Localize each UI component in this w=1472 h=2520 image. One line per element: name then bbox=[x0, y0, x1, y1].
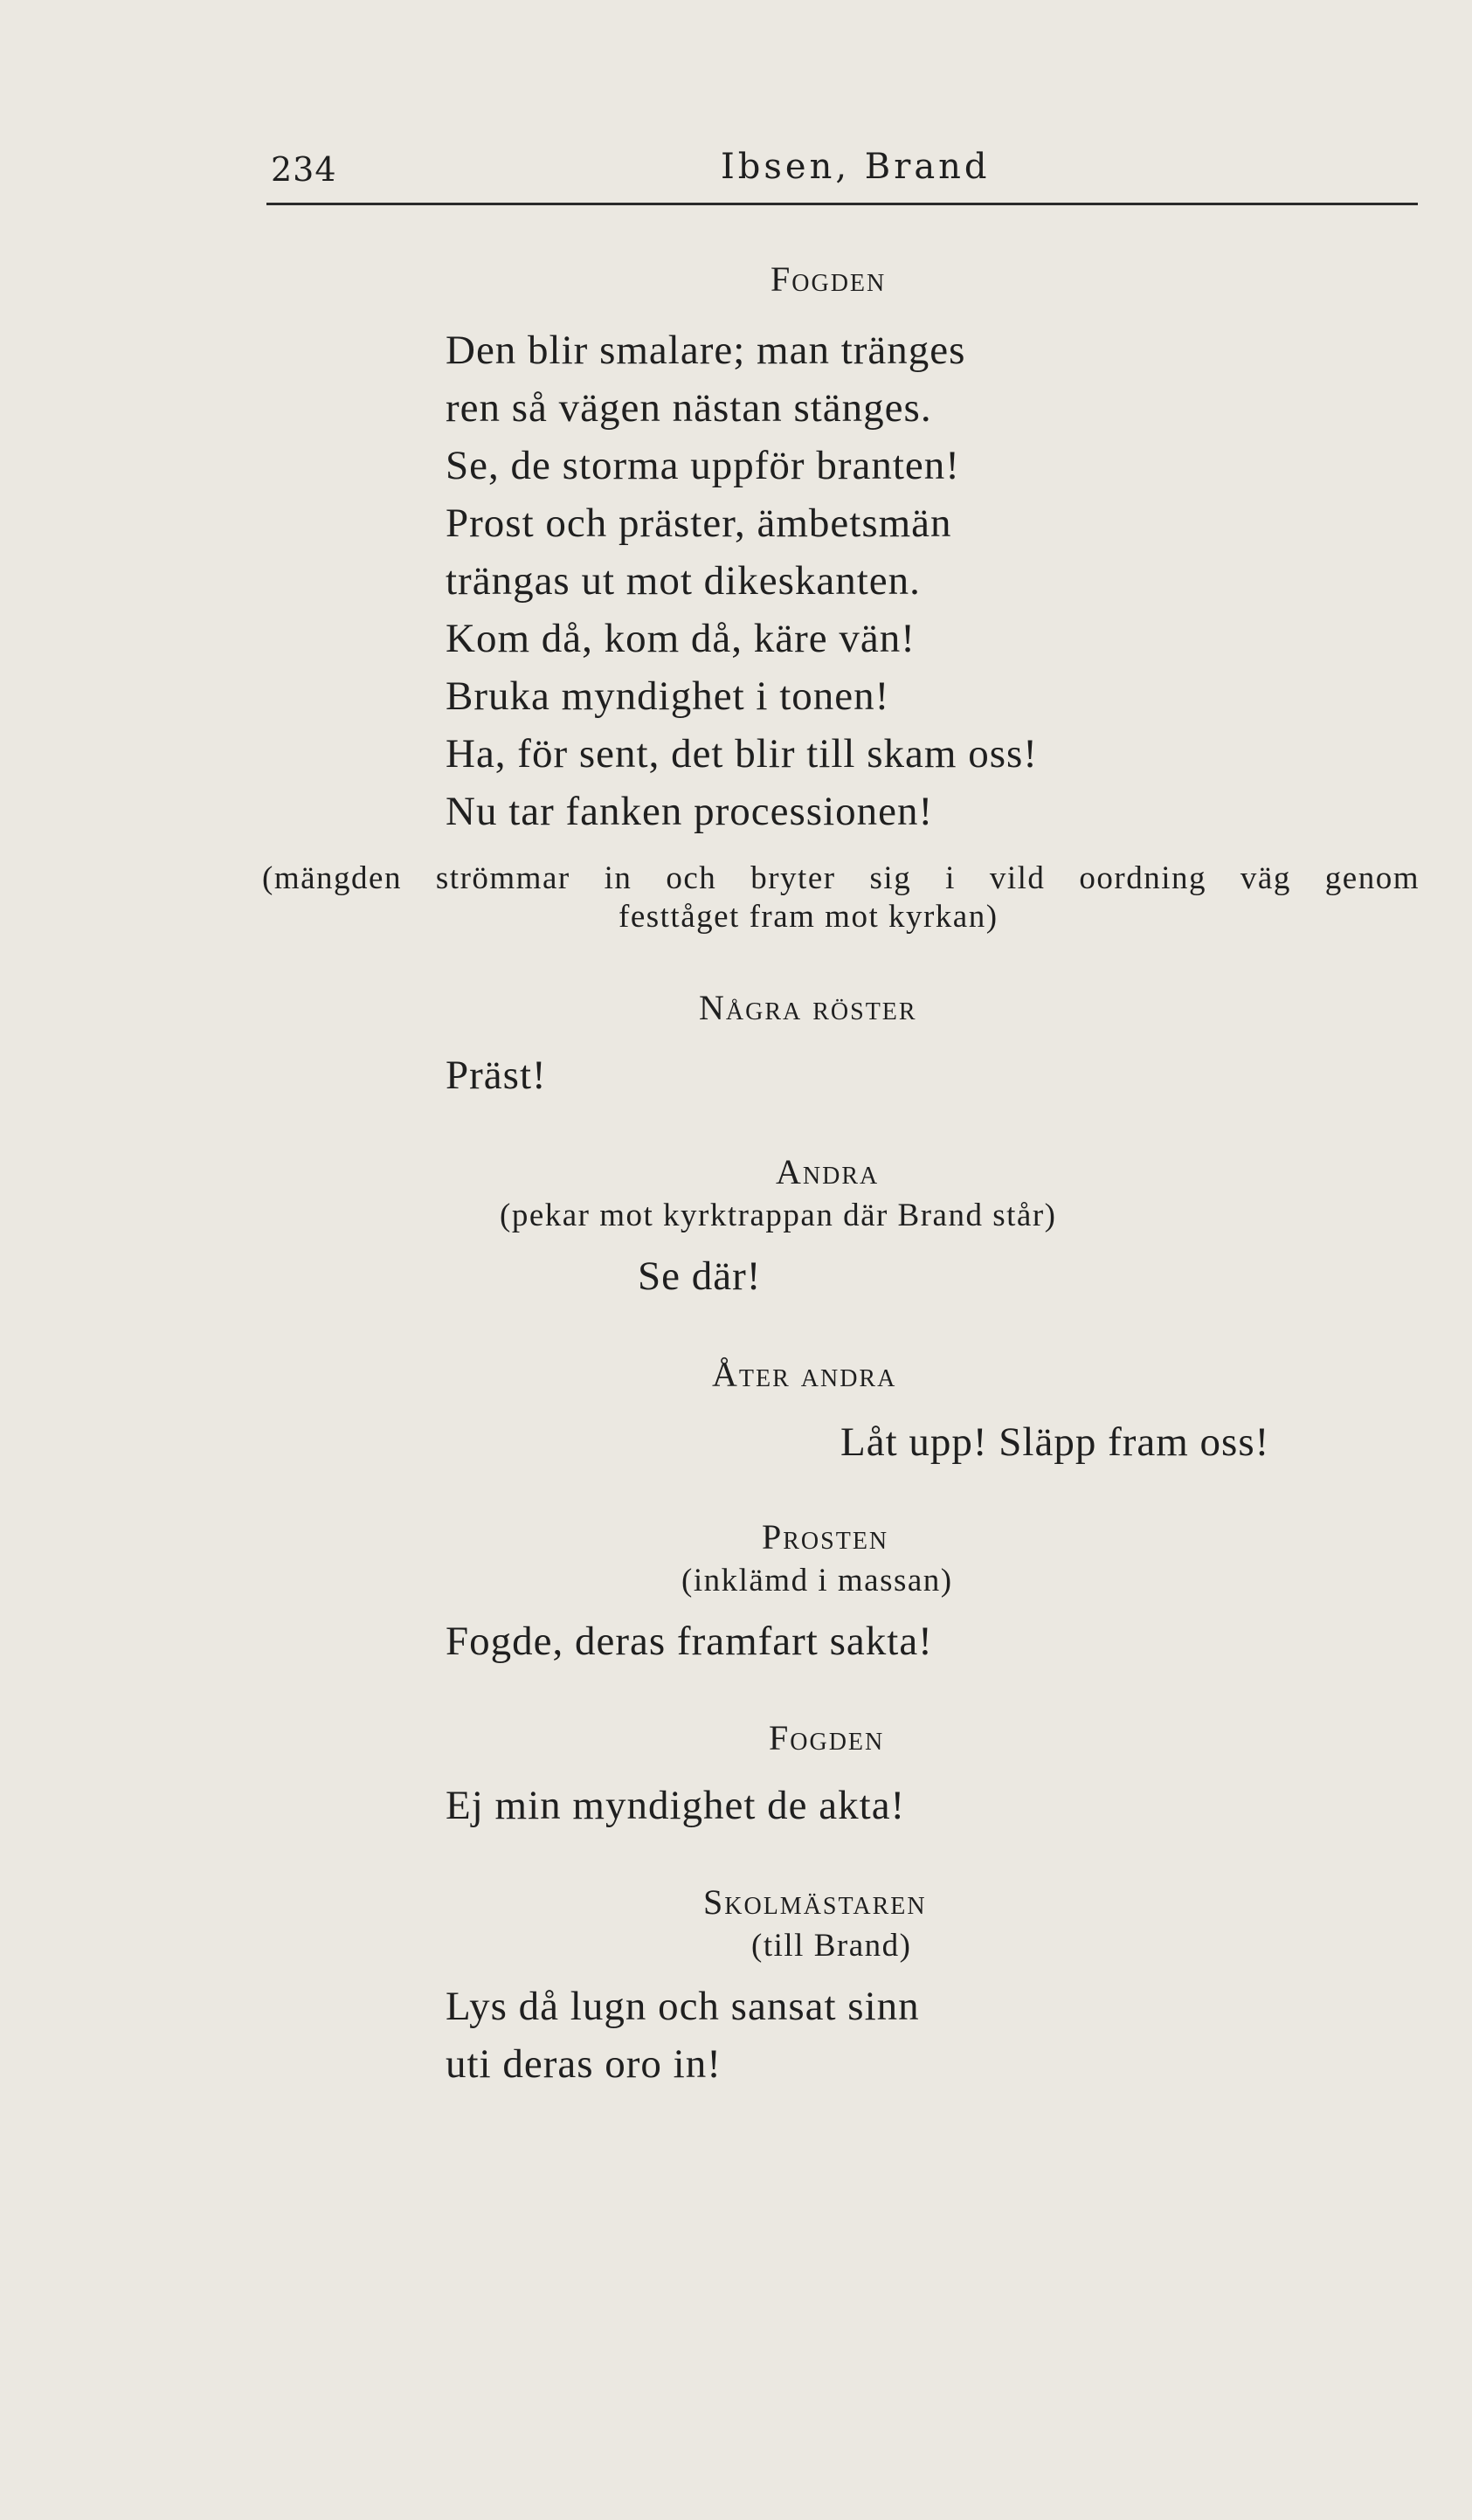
running-title: Ibsen, Brand bbox=[721, 147, 991, 187]
speaker-nagra-roster: Några röster bbox=[699, 988, 917, 1027]
verse-line: Lys då lugn och sansat sinn bbox=[446, 1984, 920, 2029]
verse-line: uti deras oro in! bbox=[446, 2041, 722, 2087]
header-rule bbox=[266, 203, 1418, 205]
stage-direction: festtåget fram mot kyrkan) bbox=[619, 899, 999, 935]
speaker-fogden: Fogden bbox=[769, 1718, 885, 1757]
verse-line: ren så vägen nästan stänges. bbox=[446, 385, 932, 431]
verse-line: Ej min myndighet de akta! bbox=[446, 1783, 906, 1828]
verse-line: Fogde, deras framfart sakta! bbox=[446, 1619, 933, 1664]
verse-line: Nu tar fanken processionen! bbox=[446, 789, 934, 834]
speaker-skolmastaren: Skolmästaren bbox=[703, 1882, 927, 1922]
page-number: 234 bbox=[271, 150, 337, 189]
verse-line: Låt upp! Släpp fram oss! bbox=[840, 1419, 1270, 1465]
stage-direction: (mängden strömmar in och bryter sig i vild oordning väg genom bbox=[262, 860, 1420, 896]
stage-direction: (pekar mot kyrktrappan där Brand står) bbox=[500, 1198, 1057, 1233]
stage-direction: (inklämd i massan) bbox=[681, 1563, 953, 1598]
speaker-prosten: Prosten bbox=[762, 1517, 889, 1557]
verse-line: Ha, för sent, det blir till skam oss! bbox=[446, 731, 1038, 777]
verse-line: Den blir smalare; man tränges bbox=[446, 328, 966, 373]
verse-line: Se, de storma uppför branten! bbox=[446, 443, 960, 488]
verse-line: Se där! bbox=[638, 1253, 762, 1299]
speaker-fogden: Fogden bbox=[771, 259, 887, 299]
verse-line: Prost och präster, ämbetsmän bbox=[446, 501, 952, 546]
stage-direction: (till Brand) bbox=[751, 1928, 912, 1964]
verse-line: trängas ut mot dikeskanten. bbox=[446, 558, 921, 604]
speaker-ater-andra: Åter andra bbox=[712, 1355, 897, 1394]
verse-line: Kom då, kom då, käre vän! bbox=[446, 616, 916, 661]
verse-line: Präst! bbox=[446, 1053, 547, 1098]
speaker-andra: Andra bbox=[776, 1152, 880, 1191]
verse-line: Bruka myndighet i tonen! bbox=[446, 673, 890, 719]
